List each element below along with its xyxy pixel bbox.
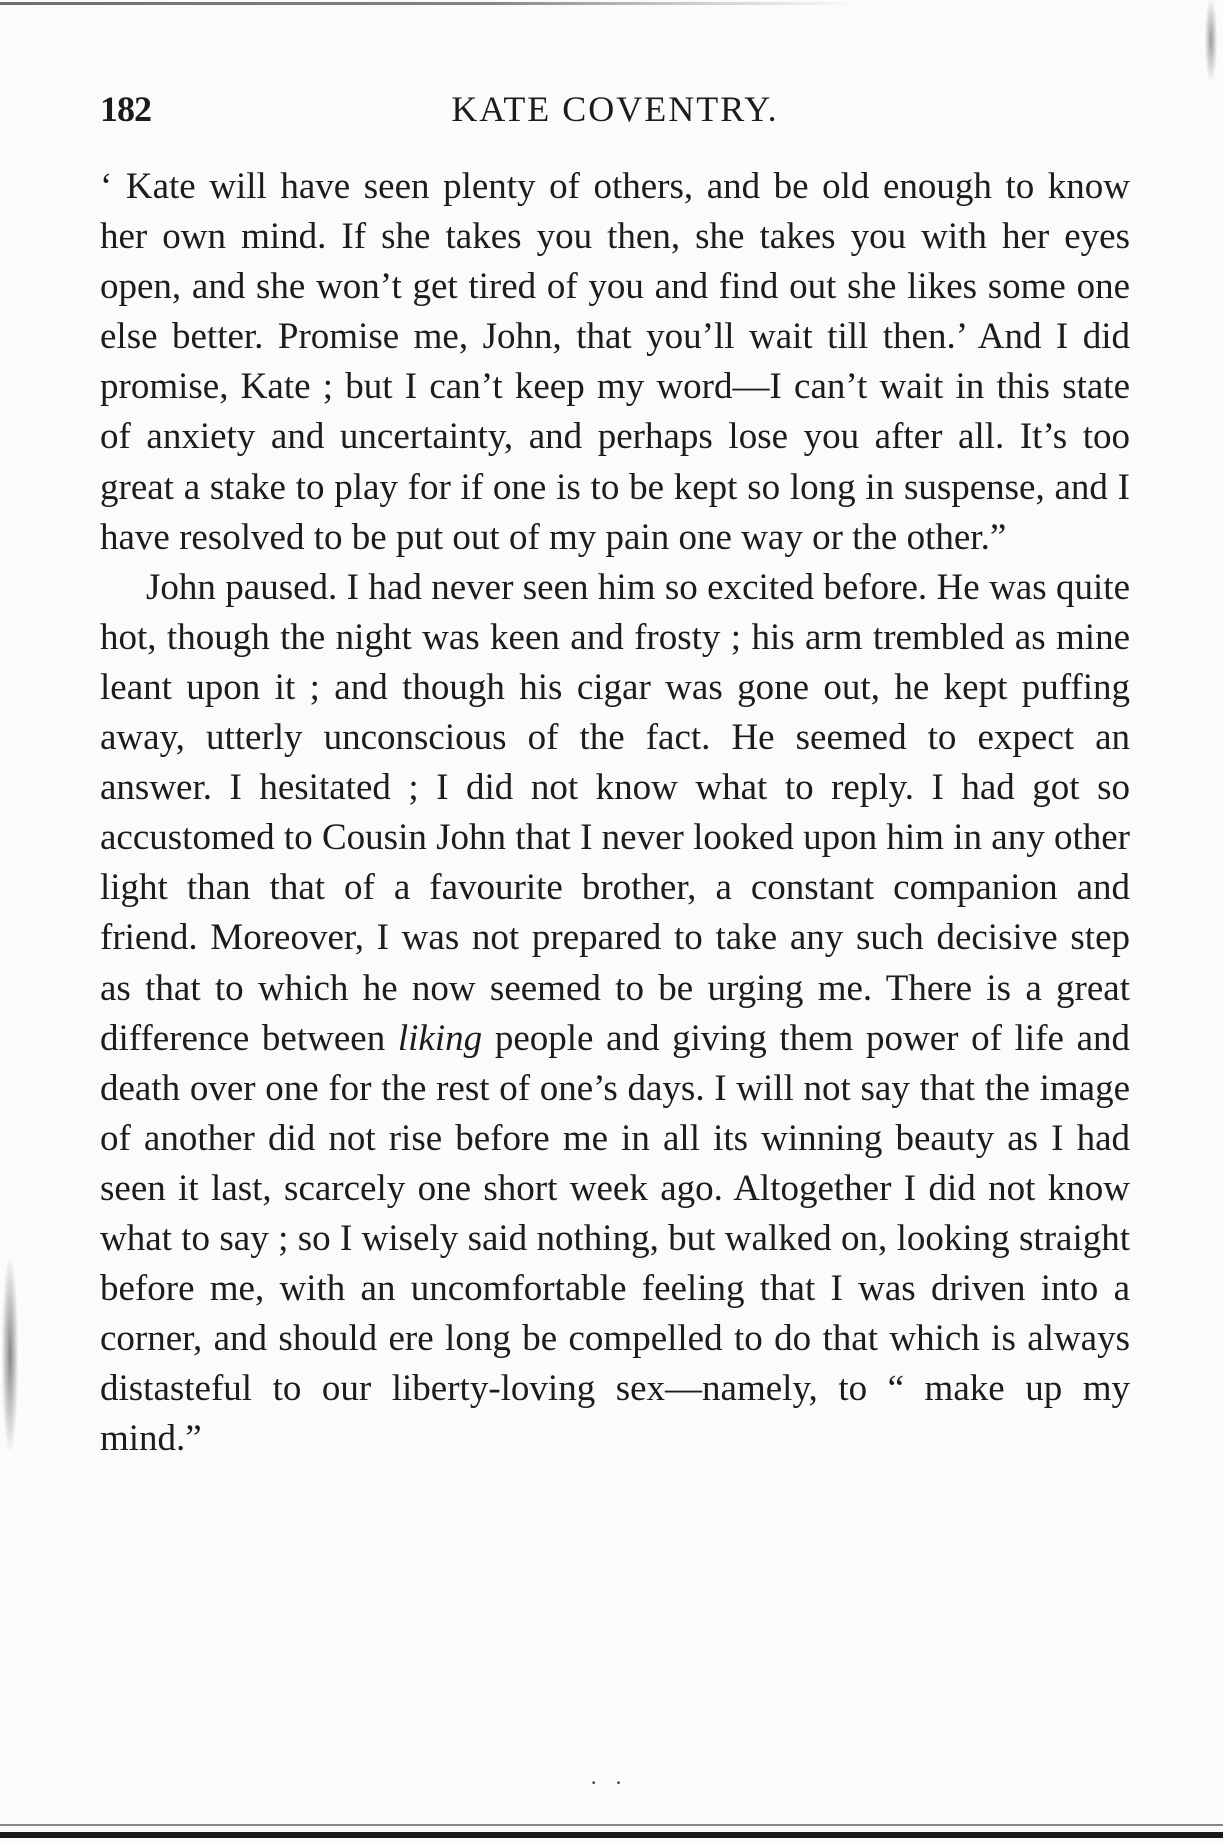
paragraph-2-text-b: people and giving them power of life and death over one for the rest of one’s days. I will not say that the image of another did not rise before me in all its winning beauty as I had seen it last, scarcely one short week ago. Altogether I did not know what to say ; so I wisely said nothing, but walked on, looking straight before me, with an uncomfortable feeling that I was driven into a corner, and should ere long be compelled to do that which is always distasteful to our liberty-loving sex—namely, to “ make up my mind.” [100, 1017, 1131, 1460]
scan-smudge-right [1205, 0, 1217, 80]
scan-smudge-left [2, 1260, 18, 1450]
paragraph-2-text-a: John paused. I had never seen him so excited before. He was quite hot, though the night was keen and frosty ; his arm trembled as mine leant upon it ; and though his cigar was gone out, he kept puffing away, utterly unconscious of the fact. He seemed to expect an answer. I hesitated ; I did not know what to reply. I had got so accustomed to Cousin John that I never looked upon him in any other light than that of a favourite brother, a constant companion and friend. Moreover, I was not prepared to take any such decisive step as that to which he now seemed to be urging me. There is a great difference between [100, 566, 1130, 1059]
bottom-scan-rule [0, 1832, 1223, 1838]
bottom-scan-rule-thin [0, 1824, 1223, 1826]
page-header [100, 88, 1130, 138]
body-text [100, 162, 1130, 1464]
emphasis-liking: liking [397, 1017, 483, 1059]
footer-ornament: · · [590, 1770, 629, 1795]
running-title: KATE COVENTRY. [451, 89, 779, 129]
page-number: 182 [100, 89, 151, 129]
paragraph-1: ‘ Kate will have seen plenty of others, and be old enough to know her own mind. If she takes you then, she takes you with her eyes open, and she won’t get tired of you and find out she likes some one else better. Promise me, John, that you’ll wait till then.’ And I did promise, Kate ; but I can’t keep my word—I can’t wait in this state of anxiety and uncertainty, and perhaps lose you after all. It’s too great a stake to play for if one is to be kept so long in suspense, and I have resolved to be put out of my pain one way or the other.” [100, 166, 1130, 558]
top-scan-rule [0, 2, 1223, 5]
paragraph-2 [100, 563, 1130, 1465]
